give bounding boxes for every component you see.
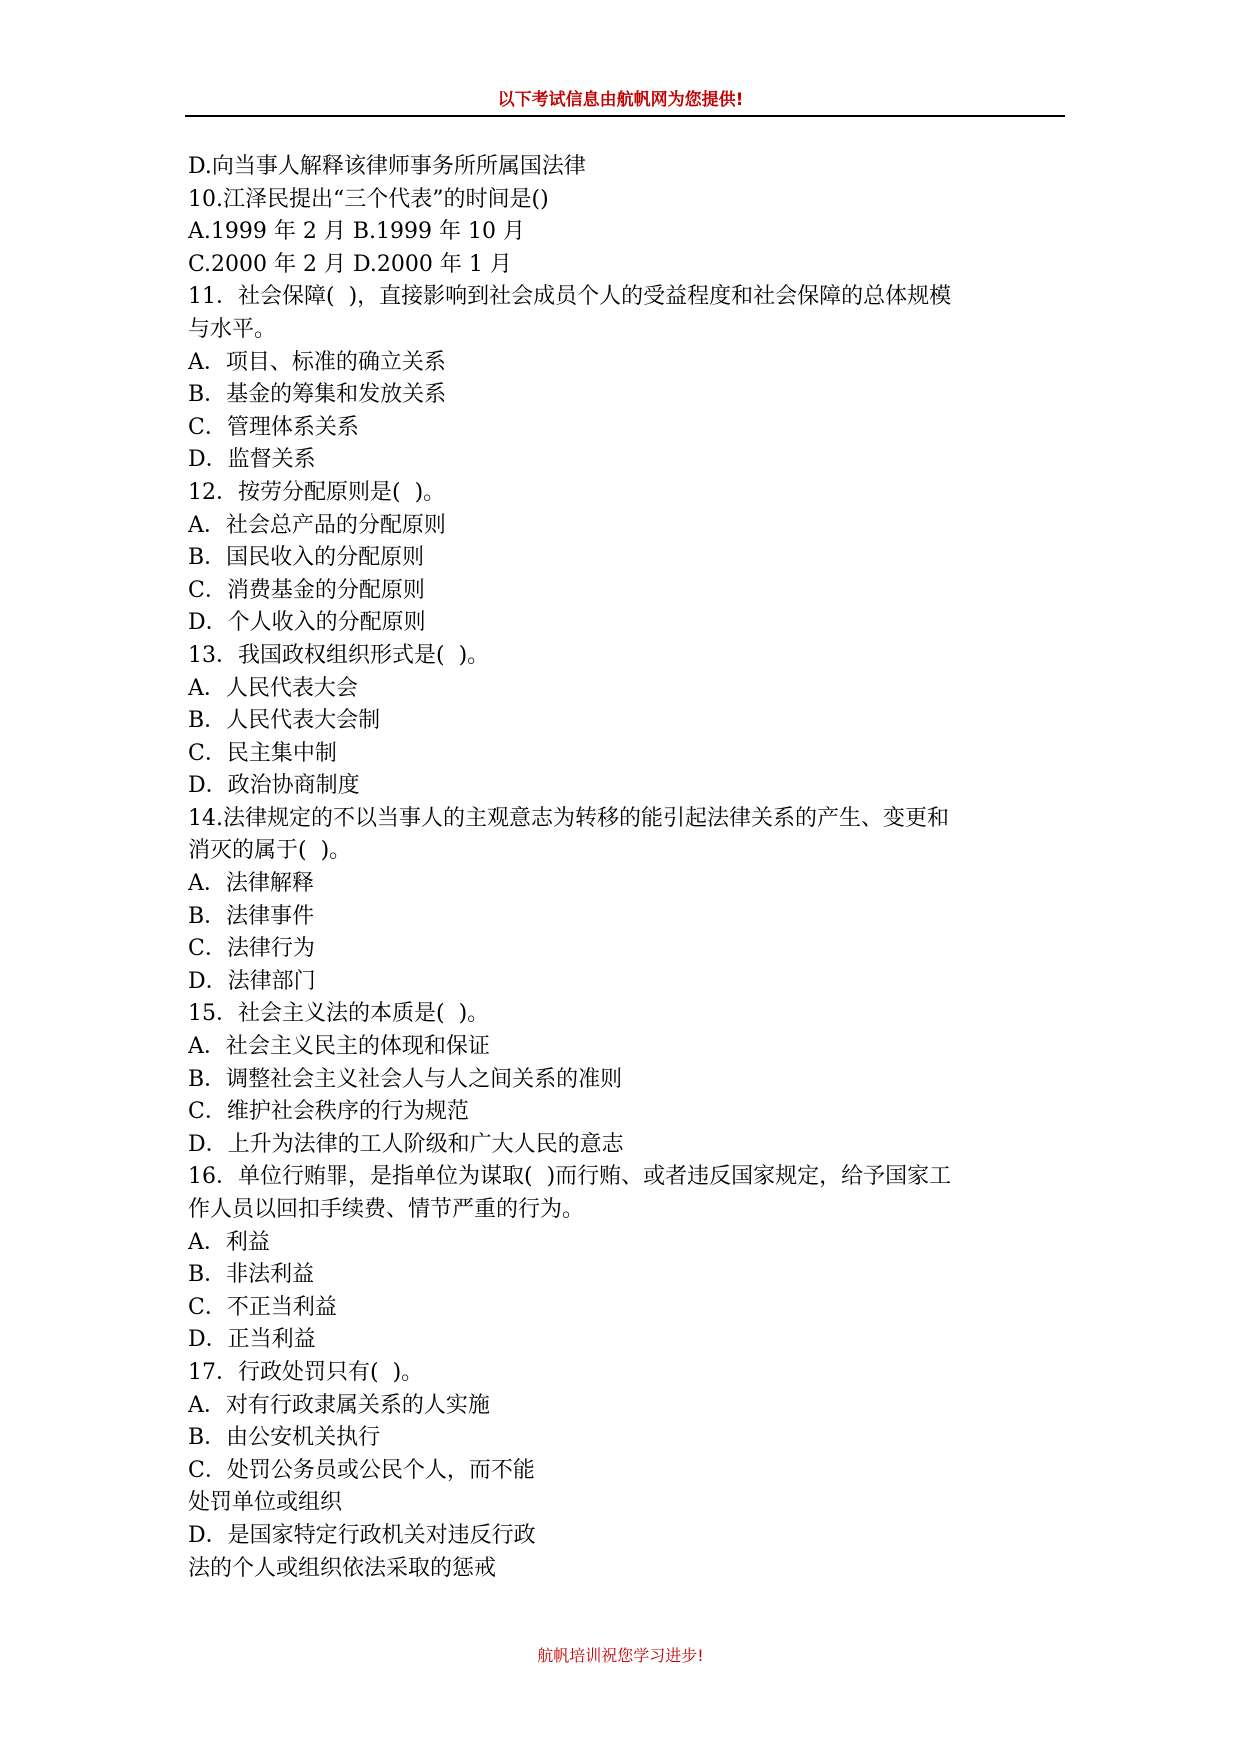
option-line: A．社会总产品的分配原则 <box>188 512 446 538</box>
option-line: C．法律行为 <box>188 936 315 962</box>
option-line: D．上升为法律的工人阶级和广大人民的意志 <box>188 1131 624 1157</box>
page-header-notice: 以下考试信息由航帆网为您提供! <box>497 90 744 110</box>
question-title: 16．单位行贿罪，是指单位为谋取( )而行贿、或者违反国家规定，给予国家工 <box>188 1164 952 1190</box>
option-line: B．非法利益 <box>188 1262 315 1288</box>
option-line: D．政治协商制度 <box>188 773 360 799</box>
option-line: A．法律解释 <box>188 871 314 897</box>
option-line: A.1999 年 2 月 B.1999 年 10 月 <box>188 219 525 245</box>
option-line: D．监督关系 <box>188 447 316 473</box>
option-line: A．对有行政隶属关系的人实施 <box>188 1392 490 1418</box>
question-title: 12．按劳分配原则是( )。 <box>188 479 446 505</box>
question-title-continued: 作人员以回扣手续费、情节严重的行为。 <box>188 1197 585 1222</box>
option-line: A．人民代表大会 <box>188 675 358 701</box>
question-title: 14.法律规定的不以当事人的主观意志为转移的能引起法律关系的产生、变更和 <box>188 805 949 831</box>
question-title-continued: 消灭的属于( )。 <box>188 838 352 864</box>
option-line: C．不正当利益 <box>188 1294 337 1320</box>
question-title: 17．行政处罚只有( )。 <box>188 1359 424 1385</box>
option-line: D．正当利益 <box>188 1327 316 1353</box>
option-line: B．调整社会主义社会人与人之间关系的准则 <box>188 1066 623 1092</box>
option-line-continued: 法的个人或组织依法采取的惩戒 <box>188 1555 497 1581</box>
option-line-continued: 处罚单位或组织 <box>188 1490 343 1516</box>
option-line: A．社会主义民主的体现和保证 <box>188 1034 490 1060</box>
option-line: C．维护社会秩序的行为规范 <box>188 1099 469 1125</box>
header-divider <box>185 115 1065 117</box>
option-line: C.2000 年 2 月 D.2000 年 1 月 <box>188 251 512 277</box>
option-line: B．人民代表大会制 <box>188 708 381 734</box>
option-line: D．是国家特定行政机关对违反行政 <box>188 1522 536 1548</box>
question-title-continued: 与水平。 <box>188 316 277 342</box>
page-footer-notice: 航帆培训祝您学习进步! <box>537 1646 704 1665</box>
option-line: D．法律部门 <box>188 968 316 994</box>
option-line: C．处罚公务员或公民个人，而不能 <box>188 1457 535 1483</box>
option-line: C．民主集中制 <box>188 740 337 766</box>
option-line: A．利益 <box>188 1229 270 1255</box>
question-title: 11．社会保障( )，直接影响到社会成员个人的受益程度和社会保障的总体规模 <box>188 284 952 310</box>
question-title: 10.江泽民提出“三个代表”的时间是() <box>188 186 549 212</box>
option-line: C．管理体系关系 <box>188 414 359 440</box>
option-line: A．项目、标准的确立关系 <box>188 349 446 375</box>
option-line: D．个人收入的分配原则 <box>188 610 426 636</box>
text-line: D.向当事人解释该律师事务所所属国法律 <box>188 154 586 179</box>
option-line: B．法律事件 <box>188 903 315 929</box>
question-title: 15．社会主义法的本质是( )。 <box>188 1001 490 1027</box>
option-line: B．基金的筹集和发放关系 <box>188 382 447 408</box>
option-line: B．由公安机关执行 <box>188 1425 381 1451</box>
question-content <box>188 151 1068 1585</box>
question-title: 13．我国政权组织形式是( )。 <box>188 642 490 668</box>
option-line: B．国民收入的分配原则 <box>188 545 425 571</box>
option-line: C．消费基金的分配原则 <box>188 577 425 603</box>
